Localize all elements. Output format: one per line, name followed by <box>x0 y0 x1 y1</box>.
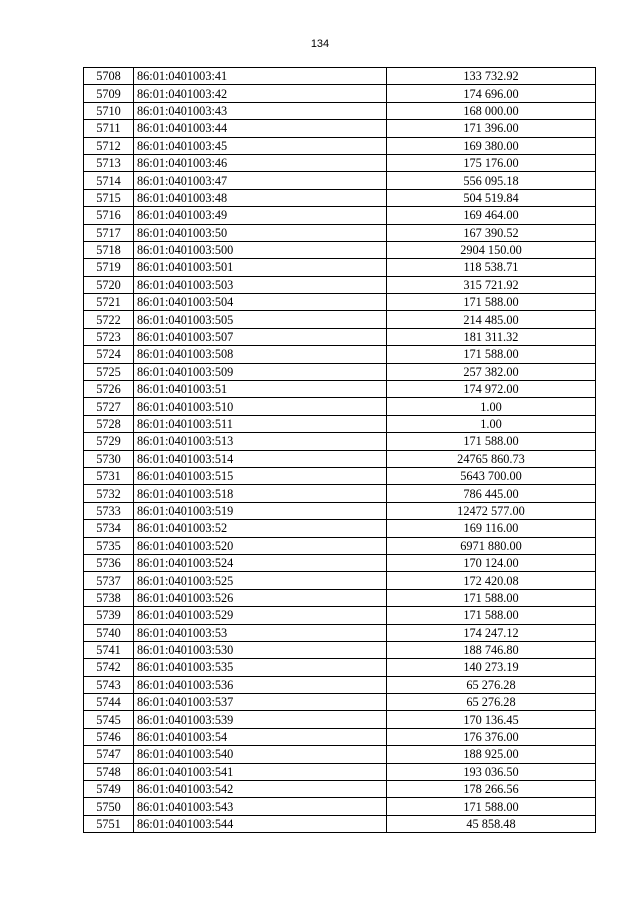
value-cell: 169 464.00 <box>387 207 596 224</box>
table-row <box>84 537 596 554</box>
row-number-cell: 5732 <box>84 485 134 502</box>
value-cell: 171 588.00 <box>387 607 596 624</box>
value-cell: 24765 860.73 <box>387 450 596 467</box>
row-number-cell: 5735 <box>84 537 134 554</box>
row-number-cell: 5721 <box>84 294 134 311</box>
table-row <box>84 154 596 171</box>
table-row <box>84 763 596 780</box>
cadastral-number-cell: 86:01:0401003:535 <box>134 659 387 676</box>
cadastral-number-cell: 86:01:0401003:541 <box>134 763 387 780</box>
value-cell: 169 380.00 <box>387 137 596 154</box>
value-cell: 140 273.19 <box>387 659 596 676</box>
row-number-cell: 5726 <box>84 381 134 398</box>
row-number-cell: 5730 <box>84 450 134 467</box>
table-row <box>84 781 596 798</box>
value-cell: 65 276.28 <box>387 694 596 711</box>
table-row <box>84 120 596 137</box>
value-cell: 174 696.00 <box>387 85 596 102</box>
page-number: 134 <box>310 38 330 50</box>
cadastral-number-cell: 86:01:0401003:520 <box>134 537 387 554</box>
value-cell: 169 116.00 <box>387 520 596 537</box>
cadastral-number-cell: 86:01:0401003:508 <box>134 346 387 363</box>
table-row <box>84 346 596 363</box>
value-cell: 170 136.45 <box>387 711 596 728</box>
value-cell: 2904 150.00 <box>387 241 596 258</box>
value-cell: 168 000.00 <box>387 102 596 119</box>
table-row <box>84 502 596 519</box>
cadastral-number-cell: 86:01:0401003:511 <box>134 415 387 432</box>
table-row <box>84 381 596 398</box>
table-row <box>84 102 596 119</box>
cadastral-number-cell: 86:01:0401003:505 <box>134 311 387 328</box>
cadastral-number-cell: 86:01:0401003:540 <box>134 746 387 763</box>
table-row <box>84 241 596 258</box>
row-number-cell: 5749 <box>84 781 134 798</box>
cadastral-number-cell: 86:01:0401003:53 <box>134 624 387 641</box>
table-row <box>84 467 596 484</box>
row-number-cell: 5746 <box>84 728 134 745</box>
row-number-cell: 5744 <box>84 694 134 711</box>
value-cell: 171 588.00 <box>387 433 596 450</box>
cadastral-number-cell: 86:01:0401003:542 <box>134 781 387 798</box>
row-number-cell: 5725 <box>84 363 134 380</box>
row-number-cell: 5714 <box>84 172 134 189</box>
value-cell: 167 390.52 <box>387 224 596 241</box>
value-cell: 1.00 <box>387 398 596 415</box>
cadastral-number-cell: 86:01:0401003:47 <box>134 172 387 189</box>
cadastral-number-cell: 86:01:0401003:526 <box>134 589 387 606</box>
value-cell: 181 311.32 <box>387 328 596 345</box>
row-number-cell: 5715 <box>84 189 134 206</box>
value-cell: 6971 880.00 <box>387 537 596 554</box>
cadastral-number-cell: 86:01:0401003:519 <box>134 502 387 519</box>
row-number-cell: 5740 <box>84 624 134 641</box>
cadastral-number-cell: 86:01:0401003:514 <box>134 450 387 467</box>
table-row <box>84 798 596 815</box>
row-number-cell: 5734 <box>84 520 134 537</box>
row-number-cell: 5727 <box>84 398 134 415</box>
cadastral-number-cell: 86:01:0401003:504 <box>134 294 387 311</box>
row-number-cell: 5739 <box>84 607 134 624</box>
table-row <box>84 815 596 832</box>
table-row <box>84 415 596 432</box>
table-row <box>84 311 596 328</box>
cadastral-number-cell: 86:01:0401003:543 <box>134 798 387 815</box>
cadastral-number-cell: 86:01:0401003:529 <box>134 607 387 624</box>
table-row <box>84 363 596 380</box>
value-cell: 65 276.28 <box>387 676 596 693</box>
table-row <box>84 589 596 606</box>
table-row <box>84 224 596 241</box>
cadastral-number-cell: 86:01:0401003:49 <box>134 207 387 224</box>
value-cell: 175 176.00 <box>387 154 596 171</box>
cadastral-number-cell: 86:01:0401003:43 <box>134 102 387 119</box>
cadastral-number-cell: 86:01:0401003:509 <box>134 363 387 380</box>
row-number-cell: 5718 <box>84 241 134 258</box>
cadastral-number-cell: 86:01:0401003:500 <box>134 241 387 258</box>
row-number-cell: 5737 <box>84 572 134 589</box>
table-row <box>84 189 596 206</box>
value-cell: 118 538.71 <box>387 259 596 276</box>
cadastral-number-cell: 86:01:0401003:539 <box>134 711 387 728</box>
table-row <box>84 137 596 154</box>
cadastral-number-cell: 86:01:0401003:537 <box>134 694 387 711</box>
row-number-cell: 5745 <box>84 711 134 728</box>
value-cell: 193 036.50 <box>387 763 596 780</box>
value-cell: 178 266.56 <box>387 781 596 798</box>
table-row <box>84 520 596 537</box>
cadastral-number-cell: 86:01:0401003:530 <box>134 641 387 658</box>
value-cell: 170 124.00 <box>387 554 596 571</box>
table-row <box>84 694 596 711</box>
value-cell: 257 382.00 <box>387 363 596 380</box>
row-number-cell: 5743 <box>84 676 134 693</box>
row-number-cell: 5750 <box>84 798 134 815</box>
value-cell: 188 746.80 <box>387 641 596 658</box>
value-cell: 5643 700.00 <box>387 467 596 484</box>
row-number-cell: 5728 <box>84 415 134 432</box>
value-cell: 171 588.00 <box>387 589 596 606</box>
value-cell: 12472 577.00 <box>387 502 596 519</box>
cadastral-number-cell: 86:01:0401003:525 <box>134 572 387 589</box>
cadastral-number-cell: 86:01:0401003:51 <box>134 381 387 398</box>
cadastral-number-cell: 86:01:0401003:54 <box>134 728 387 745</box>
table-row <box>84 659 596 676</box>
table-row <box>84 450 596 467</box>
table-row <box>84 676 596 693</box>
row-number-cell: 5748 <box>84 763 134 780</box>
row-number-cell: 5724 <box>84 346 134 363</box>
value-cell: 45 858.48 <box>387 815 596 832</box>
row-number-cell: 5733 <box>84 502 134 519</box>
cadastral-number-cell: 86:01:0401003:510 <box>134 398 387 415</box>
value-cell: 188 925.00 <box>387 746 596 763</box>
value-cell: 171 396.00 <box>387 120 596 137</box>
table-row <box>84 728 596 745</box>
value-cell: 172 420.08 <box>387 572 596 589</box>
table-row <box>84 554 596 571</box>
table-row <box>84 641 596 658</box>
row-number-cell: 5741 <box>84 641 134 658</box>
cadastral-number-cell: 86:01:0401003:44 <box>134 120 387 137</box>
cadastral-number-cell: 86:01:0401003:52 <box>134 520 387 537</box>
cadastral-number-cell: 86:01:0401003:50 <box>134 224 387 241</box>
table-row <box>84 607 596 624</box>
table-row <box>84 746 596 763</box>
table-row <box>84 433 596 450</box>
value-cell: 504 519.84 <box>387 189 596 206</box>
value-cell: 1.00 <box>387 415 596 432</box>
cadastral-number-cell: 86:01:0401003:536 <box>134 676 387 693</box>
row-number-cell: 5729 <box>84 433 134 450</box>
table-row <box>84 294 596 311</box>
cadastral-number-cell: 86:01:0401003:45 <box>134 137 387 154</box>
cadastral-number-cell: 86:01:0401003:513 <box>134 433 387 450</box>
table-row <box>84 398 596 415</box>
value-cell: 556 095.18 <box>387 172 596 189</box>
row-number-cell: 5716 <box>84 207 134 224</box>
row-number-cell: 5709 <box>84 85 134 102</box>
row-number-cell: 5720 <box>84 276 134 293</box>
registry-table-body <box>84 68 596 833</box>
row-number-cell: 5731 <box>84 467 134 484</box>
row-number-cell: 5711 <box>84 120 134 137</box>
value-cell: 786 445.00 <box>387 485 596 502</box>
table-row <box>84 572 596 589</box>
value-cell: 171 588.00 <box>387 294 596 311</box>
row-number-cell: 5708 <box>84 68 134 85</box>
table-row <box>84 207 596 224</box>
value-cell: 171 588.00 <box>387 346 596 363</box>
row-number-cell: 5723 <box>84 328 134 345</box>
table-row <box>84 85 596 102</box>
cadastral-number-cell: 86:01:0401003:42 <box>134 85 387 102</box>
cadastral-number-cell: 86:01:0401003:507 <box>134 328 387 345</box>
value-cell: 315 721.92 <box>387 276 596 293</box>
table-row <box>84 276 596 293</box>
value-cell: 171 588.00 <box>387 798 596 815</box>
cadastral-number-cell: 86:01:0401003:46 <box>134 154 387 171</box>
row-number-cell: 5710 <box>84 102 134 119</box>
row-number-cell: 5747 <box>84 746 134 763</box>
row-number-cell: 5717 <box>84 224 134 241</box>
value-cell: 176 376.00 <box>387 728 596 745</box>
row-number-cell: 5736 <box>84 554 134 571</box>
row-number-cell: 5722 <box>84 311 134 328</box>
table-row <box>84 485 596 502</box>
row-number-cell: 5719 <box>84 259 134 276</box>
registry-table <box>83 67 596 833</box>
cadastral-number-cell: 86:01:0401003:515 <box>134 467 387 484</box>
row-number-cell: 5713 <box>84 154 134 171</box>
value-cell: 174 972.00 <box>387 381 596 398</box>
cadastral-number-cell: 86:01:0401003:518 <box>134 485 387 502</box>
row-number-cell: 5742 <box>84 659 134 676</box>
cadastral-number-cell: 86:01:0401003:501 <box>134 259 387 276</box>
table-row <box>84 259 596 276</box>
table-row <box>84 328 596 345</box>
value-cell: 174 247.12 <box>387 624 596 641</box>
row-number-cell: 5712 <box>84 137 134 154</box>
table-row <box>84 711 596 728</box>
cadastral-number-cell: 86:01:0401003:524 <box>134 554 387 571</box>
table-row <box>84 68 596 85</box>
row-number-cell: 5751 <box>84 815 134 832</box>
value-cell: 133 732.92 <box>387 68 596 85</box>
table-row <box>84 624 596 641</box>
cadastral-number-cell: 86:01:0401003:41 <box>134 68 387 85</box>
row-number-cell: 5738 <box>84 589 134 606</box>
value-cell: 214 485.00 <box>387 311 596 328</box>
cadastral-number-cell: 86:01:0401003:544 <box>134 815 387 832</box>
table-row <box>84 172 596 189</box>
cadastral-number-cell: 86:01:0401003:48 <box>134 189 387 206</box>
cadastral-number-cell: 86:01:0401003:503 <box>134 276 387 293</box>
